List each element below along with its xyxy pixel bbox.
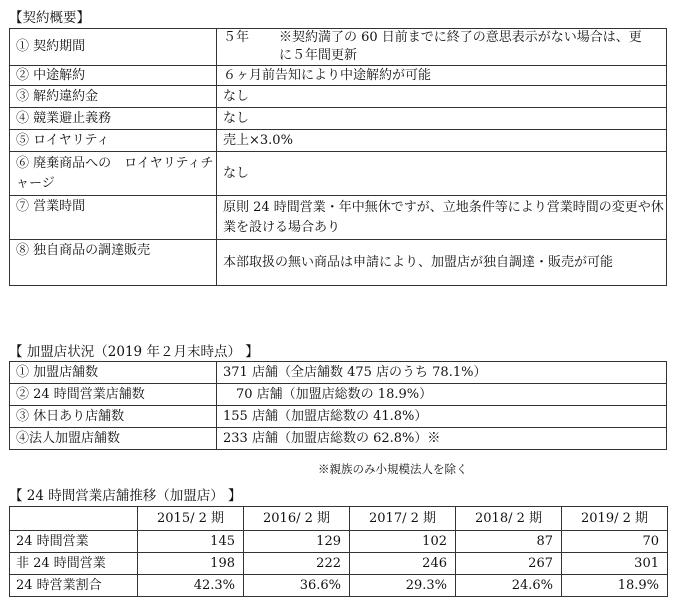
trend-cell: 36.6%: [244, 575, 350, 597]
trend-cell: 267: [456, 553, 562, 575]
franchise-value: 233 店舗（加盟店総数の 62.8%）※: [217, 428, 667, 450]
franchise-label: ② 24 時間営業店舗数: [10, 384, 217, 406]
contract-term-note: ※契約満了の 60 日前までに終了の意思表示がない場合は、更に５年間更新: [279, 30, 642, 63]
trend-column-header: 2015/ 2 期: [138, 507, 244, 531]
trend-table: [9, 506, 668, 597]
table-row: [10, 428, 667, 450]
table-row: [10, 130, 667, 152]
trend-row-label: 非 24 時間営業: [10, 553, 138, 575]
table-row: [10, 362, 667, 384]
contract-value: [217, 29, 667, 66]
trend-cell: 42.3%: [138, 575, 244, 597]
trend-column-header: 2018/ 2 期: [456, 507, 562, 531]
contract-table: [9, 28, 667, 286]
contract-value: ６ヶ月前告知により中途解約が可能: [217, 66, 667, 86]
contract-label: ② 中途解約: [10, 66, 217, 86]
trend-cell: 129: [244, 531, 350, 553]
trend-heading: 【 24 時間営業店舗推移（加盟店） 】: [9, 488, 242, 504]
trend-cell: 102: [350, 531, 456, 553]
trend-cell: 24.6%: [456, 575, 562, 597]
contract-value: なし: [217, 86, 667, 108]
trend-column-header: 2017/ 2 期: [350, 507, 456, 531]
contract-label: ⑧ 独自商品の調達販売: [10, 240, 217, 286]
table-row: [10, 29, 667, 66]
table-row: [10, 575, 668, 597]
contract-term-value: ５年: [223, 30, 250, 45]
contract-value: なし: [217, 108, 667, 130]
contract-label: ⑦ 営業時間: [10, 196, 217, 240]
trend-column-header: 2019/ 2 期: [562, 507, 668, 531]
table-row: [10, 196, 667, 240]
table-row: [10, 406, 667, 428]
trend-cell: 29.3%: [350, 575, 456, 597]
franchise-value: 371 店舗（全店舗数 475 店のうち 78.1%）: [217, 362, 667, 384]
franchise-heading: 【 加盟店状況（2019 年２月末時点） 】: [9, 344, 259, 360]
trend-cell: 18.9%: [562, 575, 668, 597]
trend-row-label: 24 時間営業: [10, 531, 138, 553]
table-row: [10, 66, 667, 86]
franchise-value: 70 店舗（加盟店総数の 18.9%）: [217, 384, 667, 406]
contract-label: ① 契約期間: [10, 29, 217, 66]
trend-cell: 145: [138, 531, 244, 553]
franchise-value: 155 店舗（加盟店総数の 41.8%）: [217, 406, 667, 428]
franchise-footnote: ※親族のみ小規模法人を除く: [318, 462, 468, 476]
contract-value: 売上×3.0%: [217, 130, 667, 152]
contract-label: ③ 解約違約金: [10, 86, 217, 108]
trend-cell: 222: [244, 553, 350, 575]
franchise-label: ④法人加盟店舗数: [10, 428, 217, 450]
franchise-table: [9, 361, 667, 450]
table-row: [10, 108, 667, 130]
franchise-label: ① 加盟店舗数: [10, 362, 217, 384]
table-row: [10, 553, 668, 575]
contract-label: ④ 競業避止義務: [10, 108, 217, 130]
table-header-row: [10, 507, 668, 531]
franchise-label: ③ 休日あり店舗数: [10, 406, 217, 428]
contract-heading: 【契約概要】: [9, 10, 90, 26]
contract-value: 本部取扱の無い商品は申請により、加盟店が独自調達・販売が可能: [217, 240, 667, 286]
contract-label: ⑤ ロイヤリティ: [10, 130, 217, 152]
trend-column-header: 2016/ 2 期: [244, 507, 350, 531]
contract-value: 原則 24 時間営業・年中無休ですが、立地条件等により営業時間の変更や休業を設ける場合あり: [217, 196, 667, 240]
contract-label: ⑥ 廃棄商品への ロイヤリティチャージ: [10, 152, 217, 196]
table-row: [10, 152, 667, 196]
trend-cell: 198: [138, 553, 244, 575]
table-row: [10, 86, 667, 108]
table-row: [10, 384, 667, 406]
trend-cell: 70: [562, 531, 668, 553]
trend-corner-cell: [10, 507, 138, 531]
contract-value: なし: [217, 152, 667, 196]
table-row: [10, 240, 667, 286]
trend-cell: 87: [456, 531, 562, 553]
trend-cell: 301: [562, 553, 668, 575]
trend-cell: 246: [350, 553, 456, 575]
table-row: [10, 531, 668, 553]
trend-row-label: 24 時営業割合: [10, 575, 138, 597]
